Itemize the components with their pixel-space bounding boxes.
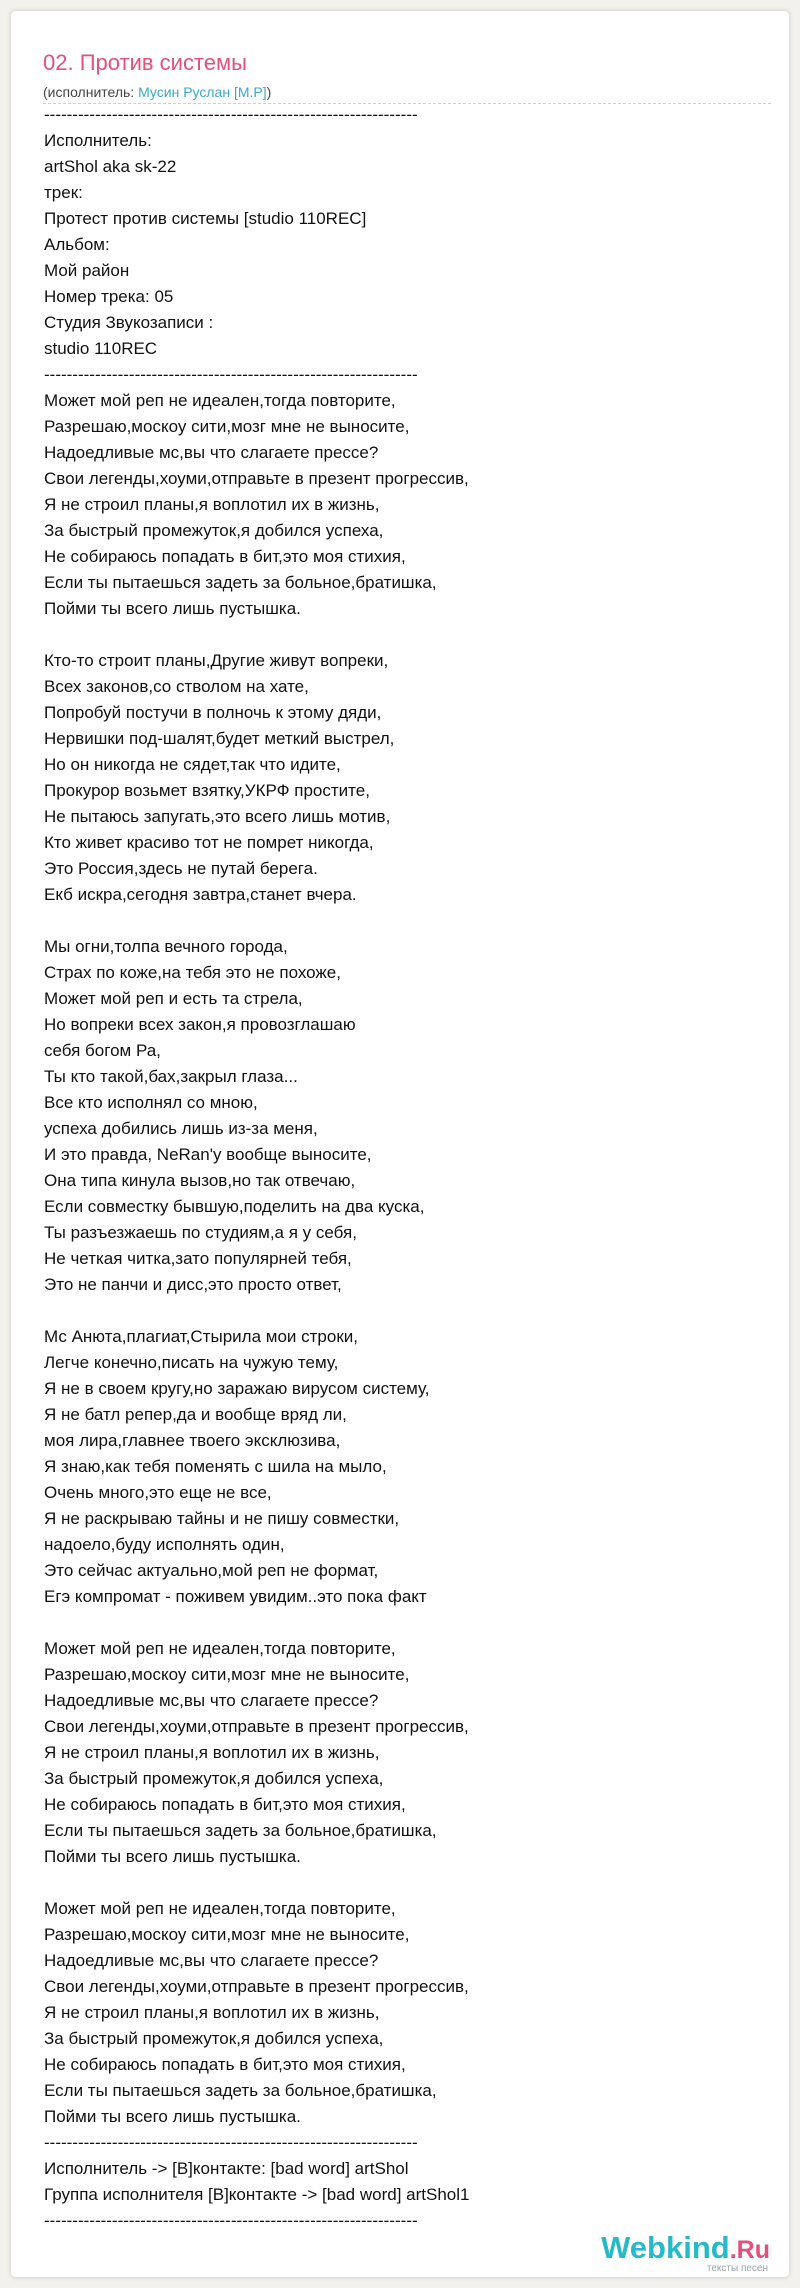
lyrics-divider: ------------------------------------------------------------------ (44, 105, 418, 124)
lyric-line: Не собираюсь попадать в бит,это моя стихия, (44, 2055, 406, 2074)
lyric-line: Но вопреки всех закон,я провозглашаю (44, 1015, 356, 1034)
lyric-line: Не собираюсь попадать в бит,это моя стихия, (44, 1795, 406, 1814)
lyric-line: Я не раскрываю тайны и не пишу совместки, (44, 1509, 400, 1528)
lyric-line: Всех законов,со стволом на хате, (44, 677, 309, 696)
lyric-line: Очень много,это еще не все, (44, 1483, 272, 1502)
lyric-line: себя богом Ра, (44, 1041, 161, 1060)
lyric-line: надоело,буду исполнять один, (44, 1535, 285, 1554)
lyric-line: Надоедливые мс,вы что слагаете прессе? (44, 443, 379, 462)
lyric-line: Кто живет красиво тот не помрет никогда, (44, 833, 374, 852)
lyric-line: Мой район (44, 261, 130, 280)
lyric-line: Если ты пытаешься задеть за больное,братишка, (44, 1821, 437, 1840)
lyric-line: За быстрый промежуток,я добился успеха, (44, 1769, 384, 1788)
lyric-line: Ты кто такой,бах,закрыл глаза... (44, 1067, 298, 1086)
lyric-line: Легче конечно,писать на чужую тему, (44, 1353, 339, 1372)
lyric-line (44, 908, 764, 934)
artist-line (43, 83, 271, 101)
lyrics-text (44, 102, 764, 2234)
lyric-line: Надоедливые мс,вы что слагаете прессе? (44, 1691, 379, 1710)
song-title: 02. Против системы (43, 50, 247, 75)
lyrics-divider: ------------------------------------------------------------------ (44, 365, 418, 384)
lyric-line: Разрешаю,москоу сити,мозг мне не выносите, (44, 417, 410, 436)
lyric-line: Исполнитель: (44, 131, 152, 150)
lyric-line: Разрешаю,москоу сити,мозг мне не выносите, (44, 1665, 410, 1684)
lyric-line: Я не строил планы,я воплотил их в жизнь, (44, 1743, 380, 1762)
lyric-line: Пойми ты всего лишь пустышка. (44, 1847, 301, 1866)
lyric-line: Мы огни,толпа вечного города, (44, 937, 288, 956)
lyric-line: Разрешаю,москоу сити,мозг мне не выносите, (44, 1925, 410, 1944)
lyric-line: Если ты пытаешься задеть за больное,братишка, (44, 573, 437, 592)
lyric-line: И это правда, NeRan'y вообще выносите, (44, 1145, 372, 1164)
logo-tld: .Ru (729, 2236, 770, 2264)
lyrics-divider: ------------------------------------------------------------------ (44, 2211, 418, 2230)
lyric-line: Это сейчас актуально,мой реп не формат, (44, 1561, 379, 1580)
lyric-line: Екб искра,сегодня завтра,станет вчера. (44, 885, 357, 904)
artist-suffix: ) (266, 84, 272, 100)
lyric-line: трек: (44, 183, 83, 202)
artist-link[interactable]: Мусин Руслан [М.Р] (138, 84, 267, 100)
lyric-line: За быстрый промежуток,я добился успеха, (44, 2029, 384, 2048)
lyric-line: Свои легенды,хоуми,отправьте в презент прогрессив, (44, 469, 469, 488)
lyric-line: Я не батл репер,да и вообще вряд ли, (44, 1405, 347, 1424)
lyric-line: Страх по коже,на тебя это не похоже, (44, 963, 341, 982)
lyric-line: Если совместку бывшую,поделить на два куска, (44, 1197, 425, 1216)
lyric-line: Пойми ты всего лишь пустышка. (44, 2107, 301, 2126)
lyric-line (44, 1870, 764, 1896)
lyric-line: artShol aka sk-22 (44, 157, 177, 176)
logo-wordmark (601, 2232, 770, 2263)
lyric-line: Надоедливые мс,вы что слагаете прессе? (44, 1951, 379, 1970)
lyric-line (44, 622, 764, 648)
lyric-line: Егэ компромат - поживем увидим..это пока факт (44, 1587, 427, 1606)
lyric-line: Но он никогда не сядет,так что идите, (44, 755, 341, 774)
lyric-line: Она типа кинула вызов,но так отвечаю, (44, 1171, 356, 1190)
lyric-line: Попробуй постучи в полночь к этому дяди, (44, 703, 382, 722)
lyric-line: Группа исполнителя [В]контакте -> [bad word] artShol1 (44, 2185, 470, 2204)
lyric-line: Может мой реп и есть та стрела, (44, 989, 303, 1008)
lyric-line: Прокурор возьмет взятку,УКРФ простите, (44, 781, 370, 800)
lyric-line: Студия Звукозаписи : (44, 313, 214, 332)
artist-prefix: (исполнитель: (43, 84, 139, 100)
lyric-line: Протест против системы [studio 110REC] (44, 209, 367, 228)
lyric-line: Ты разъезжаешь по студиям,а я у себя, (44, 1223, 357, 1242)
lyric-line: моя лира,главнее твоего эксклюзива, (44, 1431, 341, 1450)
lyric-line: Если ты пытаешься задеть за больное,братишка, (44, 2081, 437, 2100)
lyric-line: Свои легенды,хоуми,отправьте в презент прогрессив, (44, 1977, 469, 1996)
lyric-line: За быстрый промежуток,я добился успеха, (44, 521, 384, 540)
lyric-line: Это не панчи и дисс,это просто ответ, (44, 1275, 342, 1294)
lyric-line: Свои легенды,хоуми,отправьте в презент прогрессив, (44, 1717, 469, 1736)
lyric-line: Нервишки под-шалят,будет меткий выстрел, (44, 729, 395, 748)
lyric-line (44, 1610, 764, 1636)
lyrics-divider: ------------------------------------------------------------------ (44, 2133, 418, 2152)
lyric-line: Пойми ты всего лишь пустышка. (44, 599, 301, 618)
lyric-line: Может мой реп не идеален,тогда повторите, (44, 1639, 396, 1658)
lyric-line: Не пытаюсь запугать,это всего лишь мотив, (44, 807, 391, 826)
lyric-line: Я знаю,как тебя поменять с шила на мыло, (44, 1457, 387, 1476)
lyric-line: Я не строил планы,я воплотил их в жизнь, (44, 2003, 380, 2022)
lyric-line: Номер трека: 05 (44, 287, 174, 306)
lyric-line: Это Россия,здесь не путай берега. (44, 859, 318, 878)
lyric-line: Я не в своем кругу,но заражаю вирусом систему, (44, 1379, 430, 1398)
lyric-line: Может мой реп не идеален,тогда повторите, (44, 1899, 396, 1918)
lyric-line: Я не строил планы,я воплотил их в жизнь, (44, 495, 380, 514)
lyric-line: Не четкая читка,зато популярней тебя, (44, 1249, 352, 1268)
lyric-line: Не собираюсь попадать в бит,это моя стихия, (44, 547, 406, 566)
logo-tagline: тексты песен (706, 2263, 768, 2274)
site-logo[interactable] (601, 2232, 770, 2274)
lyric-line: Кто-то строит планы,Другие живут вопреки, (44, 651, 389, 670)
lyric-line: Исполнитель -> [В]контакте: [bad word] artShol (44, 2159, 409, 2178)
lyric-line: Мс Анюта,плагиат,Стырила мои строки, (44, 1327, 358, 1346)
lyric-line: успеха добились лишь из-за меня, (44, 1119, 318, 1138)
lyric-line: Может мой реп не идеален,тогда повторите, (44, 391, 396, 410)
lyric-line: Все кто исполнял со мною, (44, 1093, 258, 1112)
lyric-line: Альбом: (44, 235, 110, 254)
logo-main-text: Webkind (601, 2230, 730, 2265)
lyric-line (44, 1298, 764, 1324)
lyric-line: studio 110REC (44, 339, 158, 358)
